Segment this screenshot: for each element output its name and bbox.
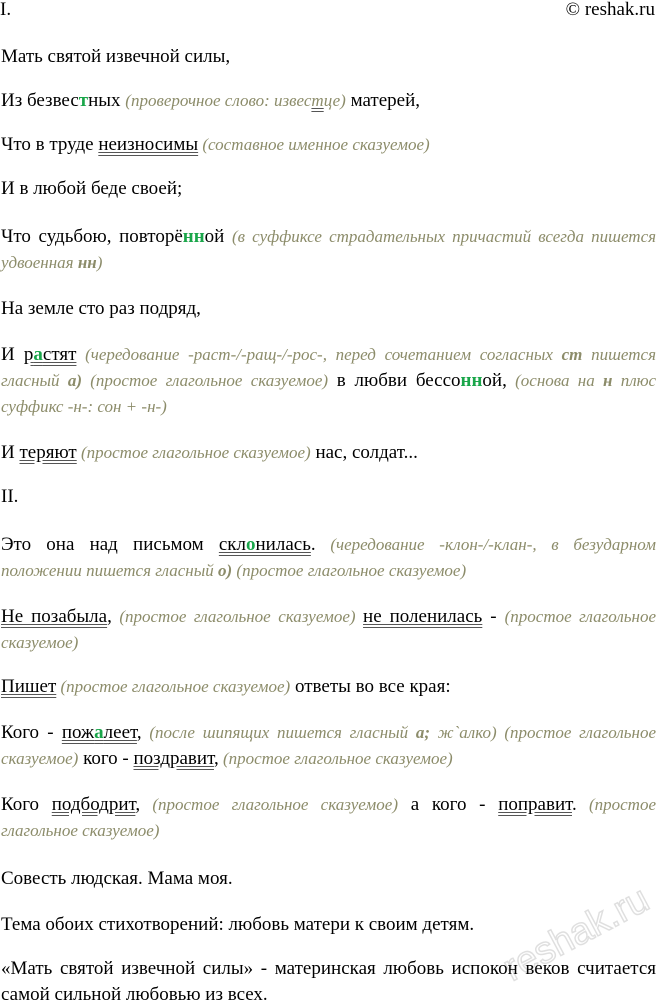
line-6: На земле сто раз подряд, <box>1 298 201 319</box>
line-11: Пишет (простое глагольное сказуемое) ответы во все края: <box>1 676 451 697</box>
line-15: Тема обоих стихотворений: любовь матери к своим детям. <box>1 914 475 935</box>
line-16: «Мать святой извечной силы» - материнская любовь испокон веков считается самой сильной любовью из всех. <box>1 958 656 1005</box>
copyright-label: © reshak.ru <box>565 0 655 20</box>
watermark-text: reshak.ru <box>496 878 656 990</box>
line-5: Что судьбою, повторённой (в суффиксе страдательных причастий всегда пишется удвоенная нн) <box>1 226 657 272</box>
line-9: Это она над письмом склонилась. (чередование -клон-/-клан-, в безударном положении пишется гласный о) (простое глагольное сказуемое) <box>1 534 656 580</box>
line-13: Кого подбодрит, (простое глагольное сказуемое) а кого - поправит. (простое глагольное сказуемое) <box>1 794 656 840</box>
header-section-number: I. <box>0 0 12 20</box>
line-4: И в любой беде своей; <box>1 178 183 199</box>
line-10: Не позабыла, (простое глагольное сказуемое) не поленилась - (простое глагольное сказуемое) <box>1 606 657 652</box>
line-8: И теряют (простое глагольное сказуемое) нас, солдат... <box>1 442 418 463</box>
line-3: Что в труде неизносимы (составное именное сказуемое) <box>1 134 430 155</box>
section-2-number: II. <box>1 486 19 507</box>
line-1: Мать святой извечной силы, <box>1 46 231 67</box>
line-2: Из безвестных (проверочное слово: известце) матерей, <box>1 90 421 111</box>
line-14: Совесть людская. Мама моя. <box>1 868 233 889</box>
line-7: И растят (чередование -раст-/-ращ-/-рос-, перед сочетанием согласных ст пишется гласный а) (простое глагольное сказуемое) в любви бессонной, (основа на н плюс суффикс -н-: сон + -н-) <box>1 344 656 416</box>
line-12: Кого - пожалеет, (после шипящих пишется гласный а; ж`алко) (простое глагольное сказуемое) кого - поздравит, (простое глагольное сказуемое) <box>1 722 657 769</box>
